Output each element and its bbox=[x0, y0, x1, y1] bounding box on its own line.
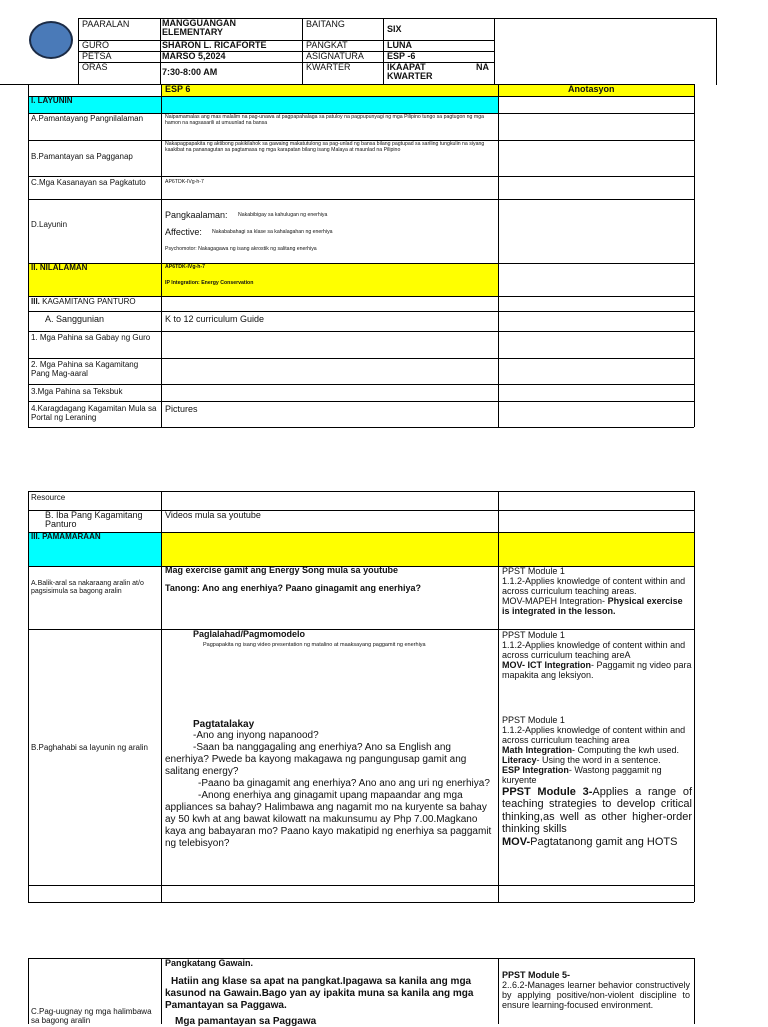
balik-text-1: Mag exercise gamit ang Energy Song mula sa youtube bbox=[165, 565, 399, 575]
ann3-mov-text: Pagtatanong gamit ang HOTS bbox=[530, 836, 678, 849]
value-pangkat: LUNA bbox=[387, 40, 412, 50]
value-guro: SHARON L. RICAFORTE bbox=[162, 40, 267, 50]
resource-label: Resource bbox=[31, 493, 66, 502]
pangkatan-text: Hatiin ang klase sa apat na pangkat.Ipagawa sa kanila ang mga kasunod na Gawain.Bago yan ay ipakita muna sa kanila ang mga Pamantayan sa Paggawa. bbox=[165, 976, 474, 1011]
ann3-math-text: - Computing the kwh used. bbox=[572, 745, 680, 756]
ann3-mov bbox=[502, 836, 692, 849]
anotasyon-header: Anotasyon bbox=[568, 84, 615, 94]
value-baitang: SIX bbox=[387, 24, 402, 34]
ann3-ppst3 bbox=[502, 786, 692, 837]
pagganap-text: Nakapagpapakita ng aktibong pakikilahok sa gawaing makatutulong sa pag-unlad ng bansa bilang pagtupad sa sariling tungkulin na siyang kaakibat na pananagutan sa pagtamasa ng mga karapatan bilang isang Malaya at maunlad na Pilipino bbox=[165, 141, 485, 153]
pamantayang-label: A.Pamantayang Pangnilalaman bbox=[31, 114, 144, 123]
kasanayan-label: C.Mga Kasanayan sa Pagkatuto bbox=[31, 178, 146, 187]
karagdagang-label: 4.Karagdagang Kagamitan Mula sa Portal ng Leraning bbox=[31, 404, 157, 423]
pamamaraan-heading: III. PAMAMARAAN bbox=[31, 532, 101, 541]
pangkaalaman-head: Pangkaalaman: bbox=[165, 210, 228, 220]
ann3-esp-label: ESP Integration bbox=[502, 765, 569, 776]
ann2-mov-label: MOV- ICT Integration bbox=[502, 660, 591, 671]
question-2: -Saan ba nanggagaling ang enerhiya? Ano sa English ang enerhiya? Pwede ba kayong makagawa ng pangungusap gamit ang salitang energy? bbox=[165, 742, 467, 777]
ann3-literacy bbox=[502, 755, 692, 765]
ann2-mov bbox=[502, 660, 692, 680]
layunin-heading: I. LAYUNIN bbox=[31, 96, 73, 105]
magaaral-label: 2. Mga Pahina sa Kagamitang Pang Mag-aaral bbox=[31, 360, 139, 379]
school-logo bbox=[29, 21, 73, 59]
ann-ppst5: PPST Module 5- bbox=[502, 970, 571, 980]
nilalaman-ip: IP Integration: Energy Conservation bbox=[165, 280, 254, 286]
kagamitan-text: KAGAMITANG PANTURO bbox=[42, 297, 136, 306]
balik-annotation bbox=[502, 566, 692, 616]
label-baitang: BAITANG bbox=[306, 19, 345, 29]
iba-text: Videos mula sa youtube bbox=[165, 510, 261, 520]
ann3-module: PPST Module 1 bbox=[502, 715, 565, 725]
label-paaralan: PAARALAN bbox=[82, 19, 130, 29]
affective-text: Nakababahagi sa klase sa kahalagahan ng enerhiya bbox=[212, 229, 333, 235]
nilalaman-code: AP6TDK-IVg-h-7 bbox=[165, 264, 206, 270]
label-kwarter: KWARTER bbox=[306, 62, 351, 72]
pag-uugnay-annotation bbox=[502, 970, 690, 1010]
balik-label: A.Balik-aral sa nakaraang aralin at/o pagsisimula sa bagong aralin bbox=[31, 580, 144, 596]
label-asignatura: ASIGNATURA bbox=[306, 51, 364, 61]
ann3-math bbox=[502, 745, 692, 755]
nilalaman-heading: II. NILALAMAN bbox=[31, 263, 88, 272]
ann3-math-label: Math Integration bbox=[502, 745, 572, 756]
ann3-esp-text: - Wastong paggamit ng kuryente bbox=[502, 765, 662, 786]
layunin-label: D.Layunin bbox=[31, 220, 68, 229]
ann3-knowledge: 1.1.2-Applies knowledge of content within and across curriculum teaching area bbox=[502, 725, 686, 746]
label-oras: ORAS bbox=[82, 62, 108, 72]
teksbuk-label: 3.Mga Pahina sa Teksbuk bbox=[31, 387, 123, 396]
value-asignatura: ESP -6 bbox=[387, 51, 416, 61]
question-3: -Paano ba ginagamit ang enerhiya? Ano ano ang uri ng enerhiya? bbox=[198, 778, 490, 789]
pag-uugnay-label: C.Pag-uugnay ng mga halimbawa sa bagong aralin bbox=[31, 1007, 152, 1026]
balik-ann-mov-label: MOV-MAPEH Integration- bbox=[502, 596, 606, 607]
balik-ann-knowledge: 1.1.2-Applies knowledge of content within and across curriculum teaching areas. bbox=[502, 576, 686, 597]
balik-ann-mov bbox=[502, 596, 692, 616]
kagamitan-heading bbox=[31, 298, 136, 307]
pamantayang-text: Naipamamalas ang mas malalim na pag-unawa at pagpapahalaga sa patuloy na pagpupunyagi ng mga Pilipino tungo sa pagtugon ng mga hamon na nagsasarili at umuunlad na bansa bbox=[165, 114, 484, 126]
ann3-ppst3-label: PPST Module 3- bbox=[502, 785, 593, 798]
value-oras: 7:30-8:00 AM bbox=[162, 67, 218, 77]
balik-ann-mov-text: Physical exercise is integrated in the lesson. bbox=[502, 596, 683, 617]
paghahabi-annotation-1 bbox=[502, 630, 692, 680]
karagdagang-text: Pictures bbox=[165, 404, 198, 414]
ann-manages: 2..6.2-Manages learner behavior constructively by applying positive/non-violent discipline to ensure learning-focused environment. bbox=[502, 980, 690, 1011]
ann2-knowledge: 1.1.2-Applies knowledge of content within and across curriculum teaching areA bbox=[502, 640, 686, 661]
balik-text-2: Tanong: Ano ang enerhiya? Paano ginagamit ang enerhiya? bbox=[165, 583, 422, 593]
label-guro: GURO bbox=[82, 40, 109, 50]
affective-head: Affective: bbox=[165, 227, 202, 237]
pangkaalaman-text: Nakabibigay sa kahulugan ng enerhiya bbox=[238, 212, 328, 218]
paglalahad-text: Pagpapakita ng isang video presentation ng matalino at maaksayang paggamit ng enerhiya bbox=[203, 642, 426, 648]
sanggunian-label: A. Sanggunian bbox=[45, 314, 105, 324]
kagamitan-roman: III. bbox=[31, 297, 40, 306]
pagganap-label: B.Pamantayan sa Pagganap bbox=[31, 152, 133, 161]
ann3-ppst3-text: Applies a range of teaching strategies to develop critical thinking,as well as other higher-order thinking skills bbox=[502, 785, 692, 836]
paghahabi-annotation-2 bbox=[502, 715, 692, 849]
gabay-label: 1. Mga Pahina sa Gabay ng Guro bbox=[31, 333, 151, 342]
label-petsa: PETSA bbox=[82, 51, 112, 61]
value-paaralan: MANGGUANGAN ELEMENTARY bbox=[162, 18, 236, 38]
question-4: -Anong enerhiya ang ginagamit upang mapaandar ang mga appliances sa bahay? Halimbawa ang nagamit mo na kuryente sa bahay ay 50 kwh at ang bawat kilowatt na makunsumu ay Php 7.00.Magkano kaya ang babayaran mo? Paano kayo makatipid ng enerhiya sa paggamit ng telebisyon? bbox=[165, 790, 492, 849]
question-1: -Ano ang inyong napanood? bbox=[193, 730, 319, 741]
kasanayan-text: AP6TDK-IVg-h-7 bbox=[165, 179, 204, 185]
iba-label: B. Iba Pang Kagamitang Panturo bbox=[45, 510, 143, 530]
pamantayan-heading: Mga pamantayan sa Paggawa bbox=[175, 1016, 317, 1027]
value-kwarter: IKAAPAT NA KWARTER bbox=[387, 62, 489, 82]
balik-ann-module: PPST Module 1 bbox=[502, 566, 565, 576]
ann3-esp bbox=[502, 765, 692, 785]
paghahabi-label: B.Paghahabi sa layunin ng aralin bbox=[31, 743, 148, 752]
pagtatalakay-heading: Pagtatalakay bbox=[193, 719, 255, 730]
ann3-mov-label: MOV- bbox=[502, 836, 531, 849]
ann2-mov-text: - Paggamit ng video para mapakita ang leksiyon. bbox=[502, 660, 692, 681]
esp-label: ESP 6 bbox=[165, 84, 191, 94]
ann2-module: PPST Module 1 bbox=[502, 630, 565, 640]
sanggunian-text: K to 12 curriculum Guide bbox=[165, 314, 265, 324]
value-petsa: MARSO 5,2024 bbox=[162, 51, 226, 61]
psychomotor-text: Psychomotor: Nakagagawa ng isang akrostik ng salitang enerhiya bbox=[165, 246, 317, 252]
pagtatalakay-questions bbox=[165, 730, 495, 850]
ann3-literacy-label: Literacy bbox=[502, 755, 537, 766]
label-pangkat: PANGKAT bbox=[306, 40, 348, 50]
paglalahad-heading: Paglalahad/Pagmomodelo bbox=[193, 629, 306, 639]
ann3-literacy-text: - Using the word in a sentence. bbox=[536, 755, 661, 766]
pangkatan-heading: Pangkatang Gawain. bbox=[165, 958, 254, 968]
